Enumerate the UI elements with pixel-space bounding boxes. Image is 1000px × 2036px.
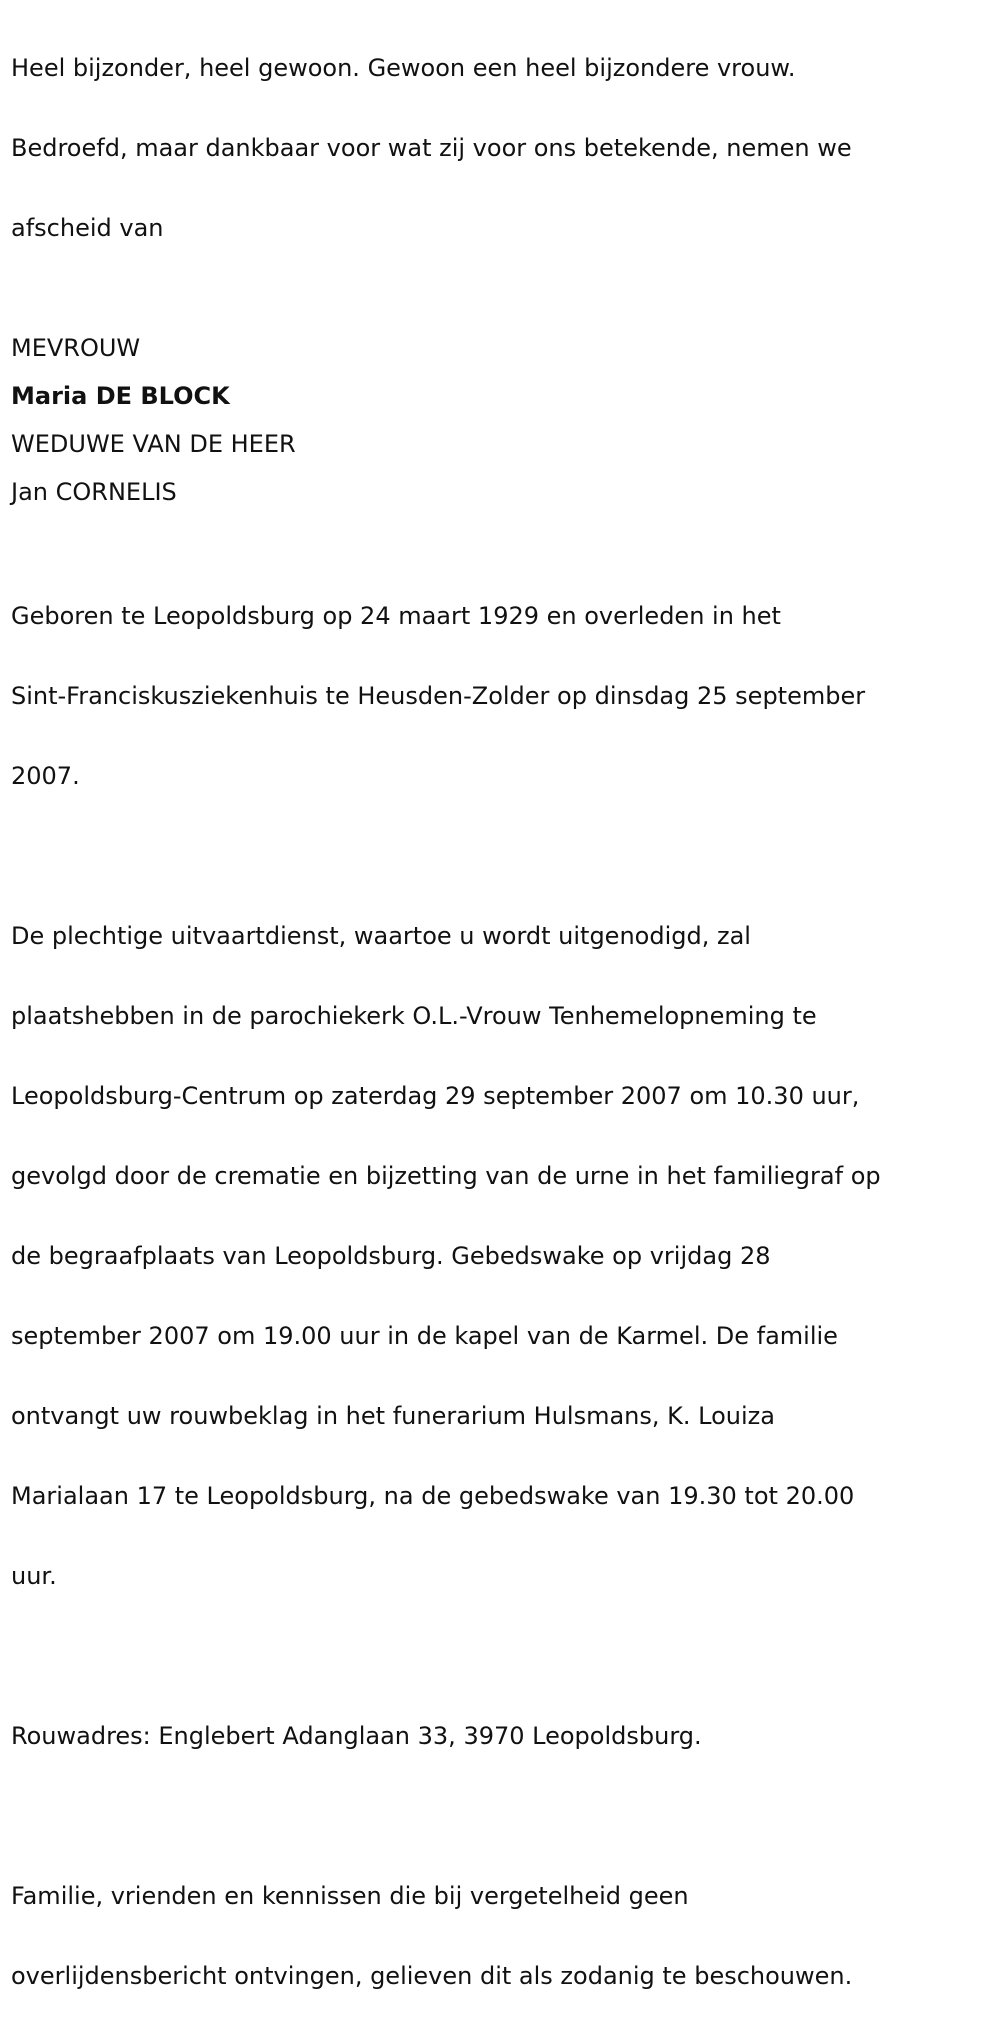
birth-death-line: Sint-Franciskusziekenhuis te Heusden-Zolder op dinsdag 25 september: [11, 682, 866, 710]
address-paragraph: [11, 1676, 991, 1796]
funeral-line: uur.: [11, 1562, 57, 1590]
paragraph-gap: [11, 1636, 991, 1676]
mourning-address: Rouwadres: Englebert Adanglaan 33, 3970 Leopoldsburg.: [11, 1722, 702, 1750]
birth-death-line: Geboren te Leopoldsburg op 24 maart 1929 en overleden in het: [11, 602, 781, 630]
intro-paragraph: [11, 8, 991, 288]
deceased-block: [11, 324, 991, 516]
funeral-paragraph: [11, 876, 991, 1636]
deceased-name: Maria DE BLOCK: [11, 382, 230, 410]
funeral-line: ontvangt uw rouwbeklag in het funerarium Hulsmans, K. Louiza: [11, 1402, 775, 1430]
paragraph-gap: [11, 288, 991, 328]
paragraph-gap: [11, 1796, 991, 1836]
intro-line: afscheid van: [11, 214, 164, 242]
closing-line: Familie, vrienden en kennissen die bij vergetelheid geen: [11, 1882, 689, 1910]
closing-paragraph: [11, 1836, 991, 2036]
funeral-line: Leopoldsburg-Centrum op zaterdag 29 september 2007 om 10.30 uur,: [11, 1082, 860, 1110]
paragraph-gap: [11, 516, 991, 556]
intro-line: Heel bijzonder, heel gewoon. Gewoon een heel bijzondere vrouw.: [11, 54, 796, 82]
funeral-line: De plechtige uitvaartdienst, waartoe u wordt uitgenodigd, zal: [11, 922, 751, 950]
birth-death-paragraph: [11, 556, 991, 836]
spouse-name: Jan CORNELIS: [11, 478, 177, 506]
closing-line: overlijdensbericht ontvingen, gelieven dit als zodanig te beschouwen.: [11, 1962, 853, 1990]
funeral-line: september 2007 om 19.00 uur in de kapel van de Karmel. De familie: [11, 1322, 838, 1350]
funeral-line: Marialaan 17 te Leopoldsburg, na de gebedswake van 19.30 tot 20.00: [11, 1482, 855, 1510]
funeral-line: gevolgd door de crematie en bijzetting van de urne in het familiegraf op: [11, 1162, 881, 1190]
birth-death-line: 2007.: [11, 762, 80, 790]
obituary-document: [11, 8, 991, 2036]
funeral-line: de begraafplaats van Leopoldsburg. Gebedswake op vrijdag 28: [11, 1242, 771, 1270]
relation-label: WEDUWE VAN DE HEER: [11, 430, 296, 458]
intro-line: Bedroefd, maar dankbaar voor wat zij voor ons betekende, nemen we: [11, 134, 852, 162]
funeral-line: plaatshebben in de parochiekerk O.L.-Vrouw Tenhemelopneming te: [11, 1002, 817, 1030]
paragraph-gap: [11, 836, 991, 876]
honorific: MEVROUW: [11, 334, 141, 362]
